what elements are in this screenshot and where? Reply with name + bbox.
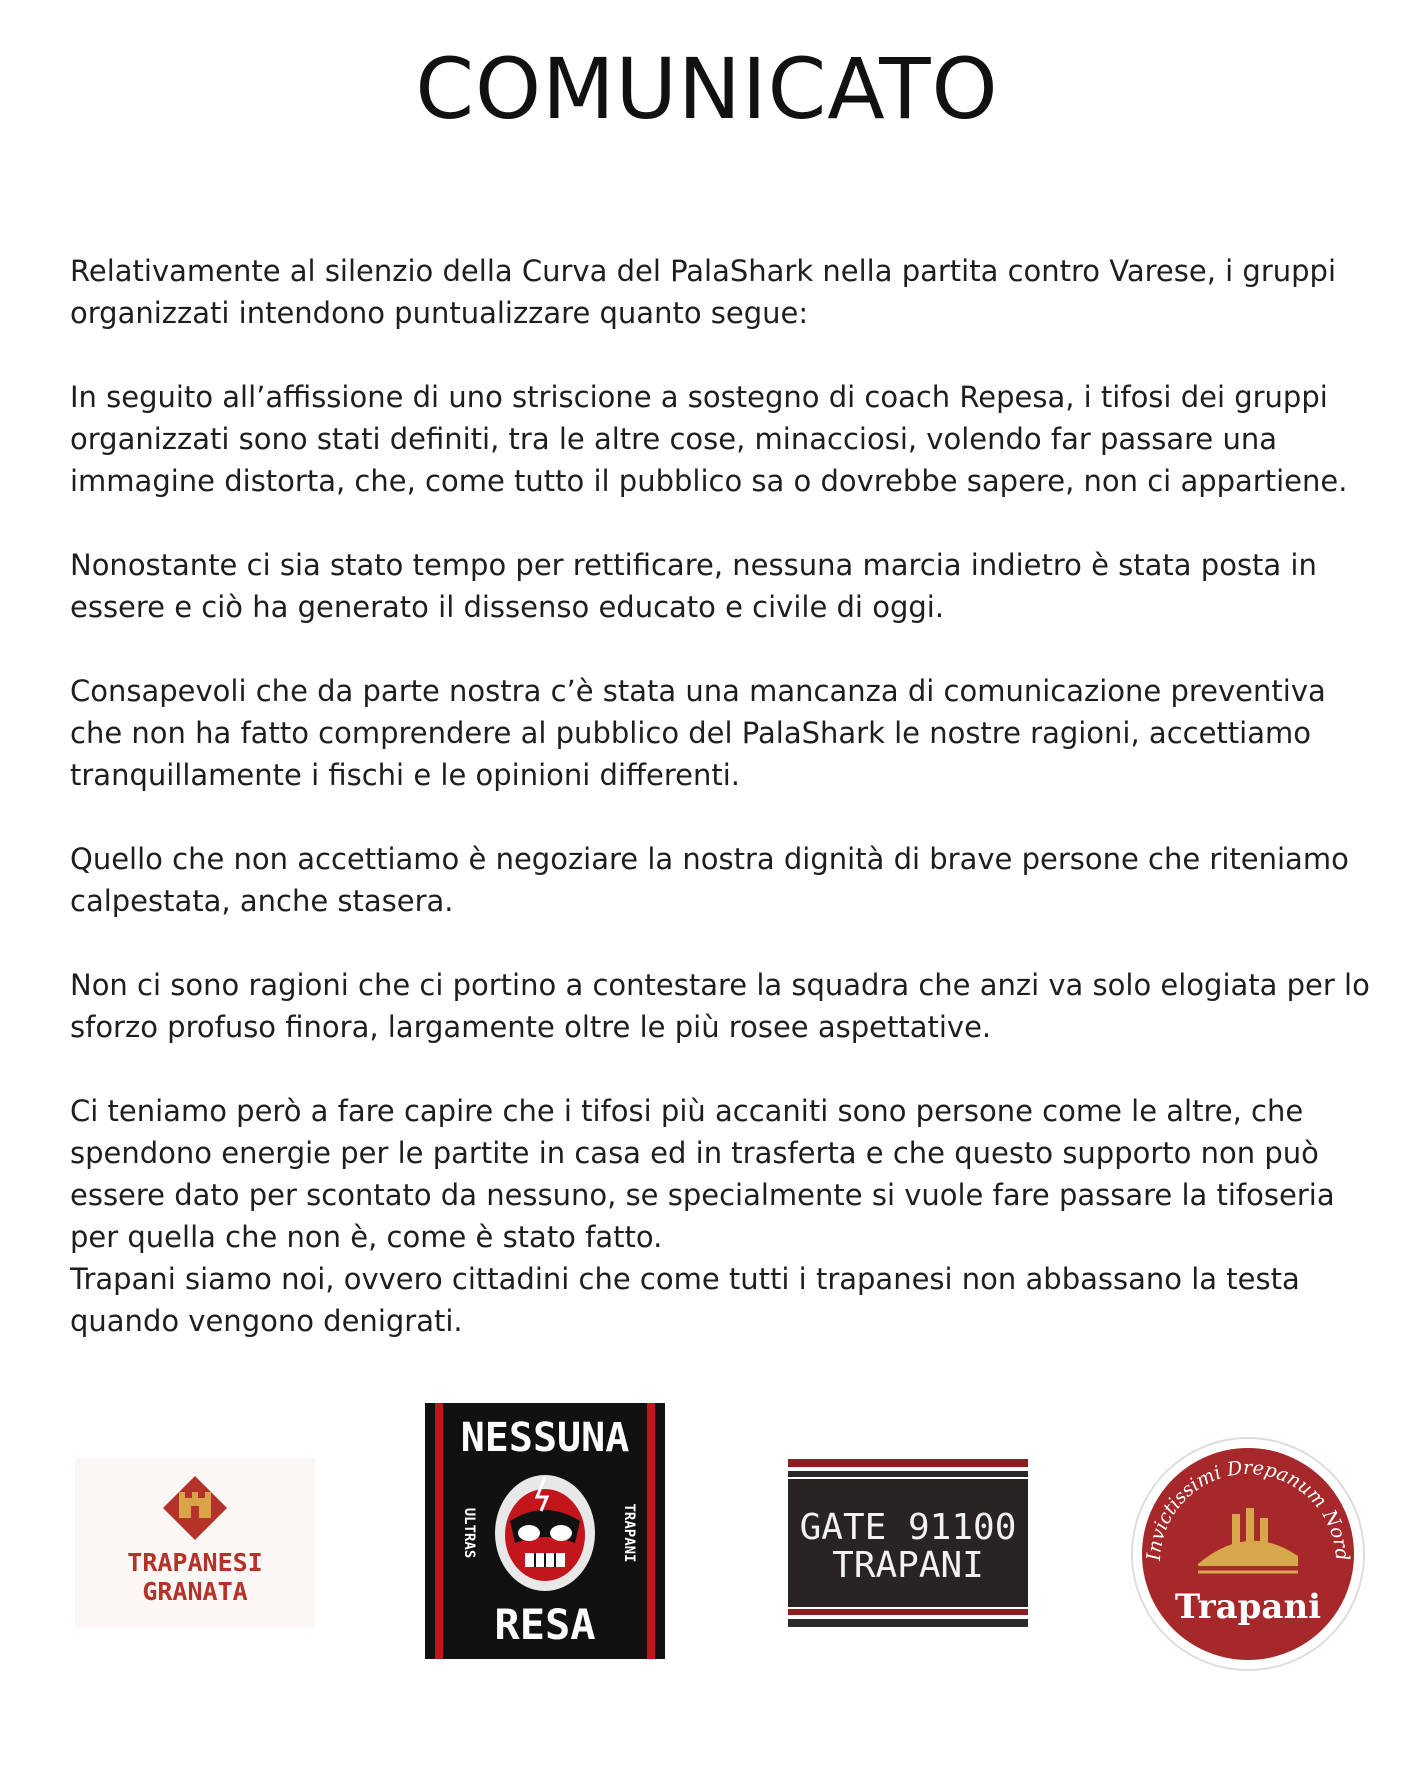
logo-text: TRAPANI xyxy=(832,1545,984,1586)
page-title: COMUNICATO xyxy=(415,40,999,138)
logo-trapanesi-granata xyxy=(75,1458,315,1628)
logo-nessuna-resa xyxy=(425,1403,665,1659)
logo-text: NESSUNA xyxy=(460,1415,630,1461)
paragraph-rectify: Nonostante ci sia stato tempo per rettificare, nessuna marcia indietro è stata posta in essere e ciò ha generato il dissenso educato e civile di oggi. xyxy=(70,548,1317,624)
logo-text: GATE 91100 xyxy=(799,1507,1017,1548)
logos-row xyxy=(0,1400,1414,1740)
paragraph-communication: Consapevoli che da parte nostra c’è stata una mancanza di comunicazione preventiva che non ha fatto comprendere al pubblico del PalaShark le nostre ragioni, accettiamo tranquillamente i fischi e le opinioni differenti. xyxy=(70,674,1326,792)
logo-text: GRANATA xyxy=(142,1577,248,1606)
paragraph-banner: In seguito all’affissione di uno striscione a sostegno di coach Repesa, i tifosi dei gruppi organizzati sono stati definiti, tra le altre cose, minacciosi, volendo far passare una immagine distorta, che, come tutto il pubblico sa o dovrebbe sapere, non ci appartiene. xyxy=(70,380,1348,498)
logo-gate-91100 xyxy=(788,1457,1028,1629)
skull-helmet-icon xyxy=(495,1475,595,1591)
logo-text: ULTRAS xyxy=(461,1507,477,1559)
logo-text: TRAPANESI xyxy=(127,1548,263,1577)
paragraph-closing: Trapani siamo noi, ovvero cittadini che come tutti i trapanesi non abbassano la testa quando vengono denigrati. xyxy=(70,1262,1300,1338)
logo-text: RESA xyxy=(494,1600,596,1649)
paragraph-team: Non ci sono ragioni che ci portino a contestare la squadra che anzi va solo elogiata per lo sforzo profuso finora, largamente oltre le più rosee aspettative. xyxy=(70,968,1370,1044)
paragraph-intro: Relativamente al silenzio della Curva del PalaShark nella partita contro Varese, i gruppi organizzati intendono puntualizzare quanto segue: xyxy=(70,254,1337,330)
paragraph-dignity: Quello che non accettiamo è negoziare la nostra dignità di brave persone che riteniamo calpestata, anche stasera. xyxy=(70,842,1349,918)
paragraph-supporters: Ci teniamo però a fare capire che i tifosi più accaniti sono persone come le altre, che spendono energie per le partite in casa ed in trasferta e che questo supporto non può essere dato per scontato da nessuno, se specialmente si vuole fare passare la tifoseria per quella che non è, come è stato fatto. xyxy=(70,1094,1335,1254)
logo-invictissimi xyxy=(1128,1434,1368,1674)
logo-text: TRAPANI xyxy=(621,1503,637,1563)
logo-text: Trapani xyxy=(1174,1587,1322,1627)
statement-body xyxy=(70,250,1380,1342)
logo-arc-text: Invictissimi Drepanum Nord xyxy=(1142,1456,1354,1562)
